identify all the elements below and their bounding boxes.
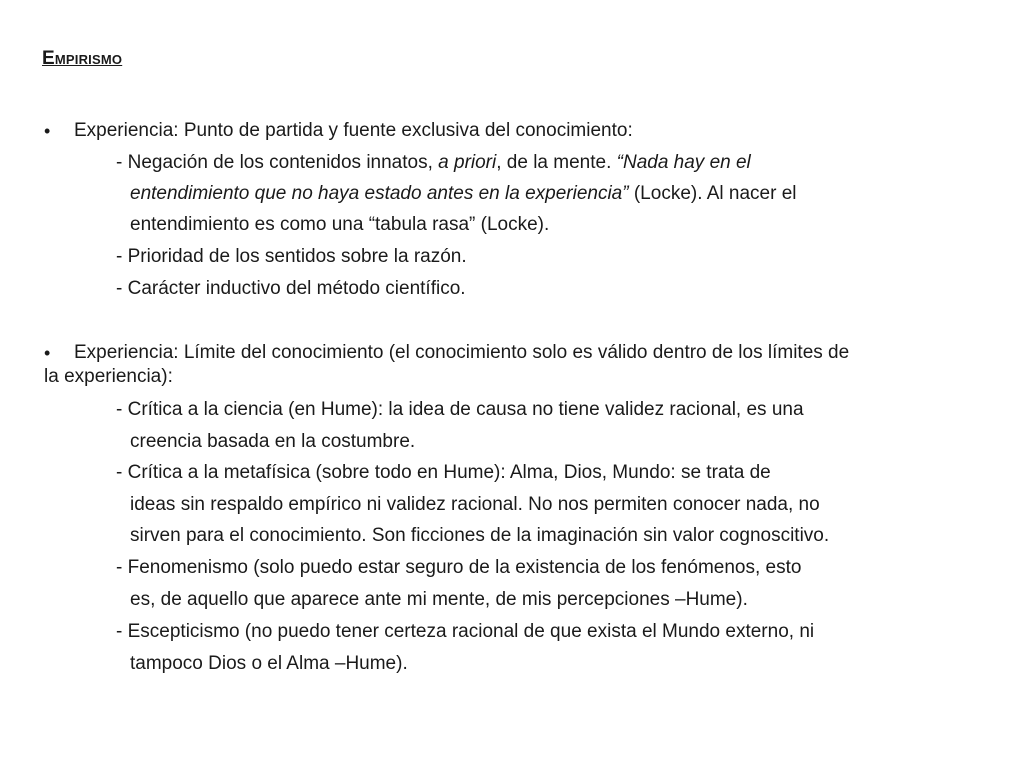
- section2-item1-line1: - Crítica a la ciencia (en Hume): la idea de causa no tiene validez racional, es una: [116, 399, 804, 420]
- item1-text-a: - Negación de los contenidos innatos,: [116, 152, 439, 173]
- section1-item2: - Prioridad de los sentidos sobre la razón.: [116, 246, 467, 267]
- item1-quote-end: entendimiento que no haya estado antes en la experiencia”: [130, 183, 629, 204]
- section2-heading-line1: Experiencia: Límite del conocimiento (el conocimiento solo es válido dentro de los límites de: [74, 342, 850, 363]
- slide-title: Empirismo: [42, 48, 123, 69]
- bullet-point-2: •: [44, 343, 51, 363]
- item1-text-f: (Locke). Al nacer el: [628, 183, 797, 204]
- section2-heading-line2: la experiencia):: [44, 366, 173, 387]
- section2-item4-line1: - Escepticismo (no puedo tener certeza racional de que exista el Mundo externo, ni: [116, 621, 815, 642]
- section2-item2-line1: - Crítica a la metafísica (sobre todo en Hume): Alma, Dios, Mundo: se trata de: [116, 462, 771, 483]
- section2-item2-line2: ideas sin respaldo empírico ni validez racional. No nos permiten conocer nada, no: [130, 494, 820, 515]
- section2-item3-line2: es, de aquello que aparece ante mi mente, de mis percepciones –Hume).: [130, 589, 748, 610]
- item1-text-a-priori: a priori: [438, 152, 497, 173]
- section1-item3: - Carácter inductivo del método científico.: [116, 278, 466, 299]
- section1-item1-line3: entendimiento es como una “tabula rasa” (Locke).: [130, 214, 550, 235]
- section1-item1-line2: [130, 182, 797, 206]
- section1-heading: Experiencia: Punto de partida y fuente exclusiva del conocimiento:: [74, 120, 633, 141]
- section2-item4-line2: tampoco Dios o el Alma –Hume).: [130, 653, 408, 674]
- section2-item1-line2: creencia basada en la costumbre.: [130, 431, 416, 452]
- item1-text-c: , de la mente.: [496, 152, 617, 173]
- item1-quote-start: “Nada hay en el: [616, 152, 751, 173]
- bullet-point-1: •: [44, 121, 51, 141]
- section2-item2-line3: sirven para el conocimiento. Son ficciones de la imaginación sin valor cognoscitivo.: [130, 525, 830, 546]
- section2-item3-line1: - Fenomenismo (solo puedo estar seguro de la existencia de los fenómenos, esto: [116, 557, 802, 578]
- section1-item1-line1: [116, 151, 751, 175]
